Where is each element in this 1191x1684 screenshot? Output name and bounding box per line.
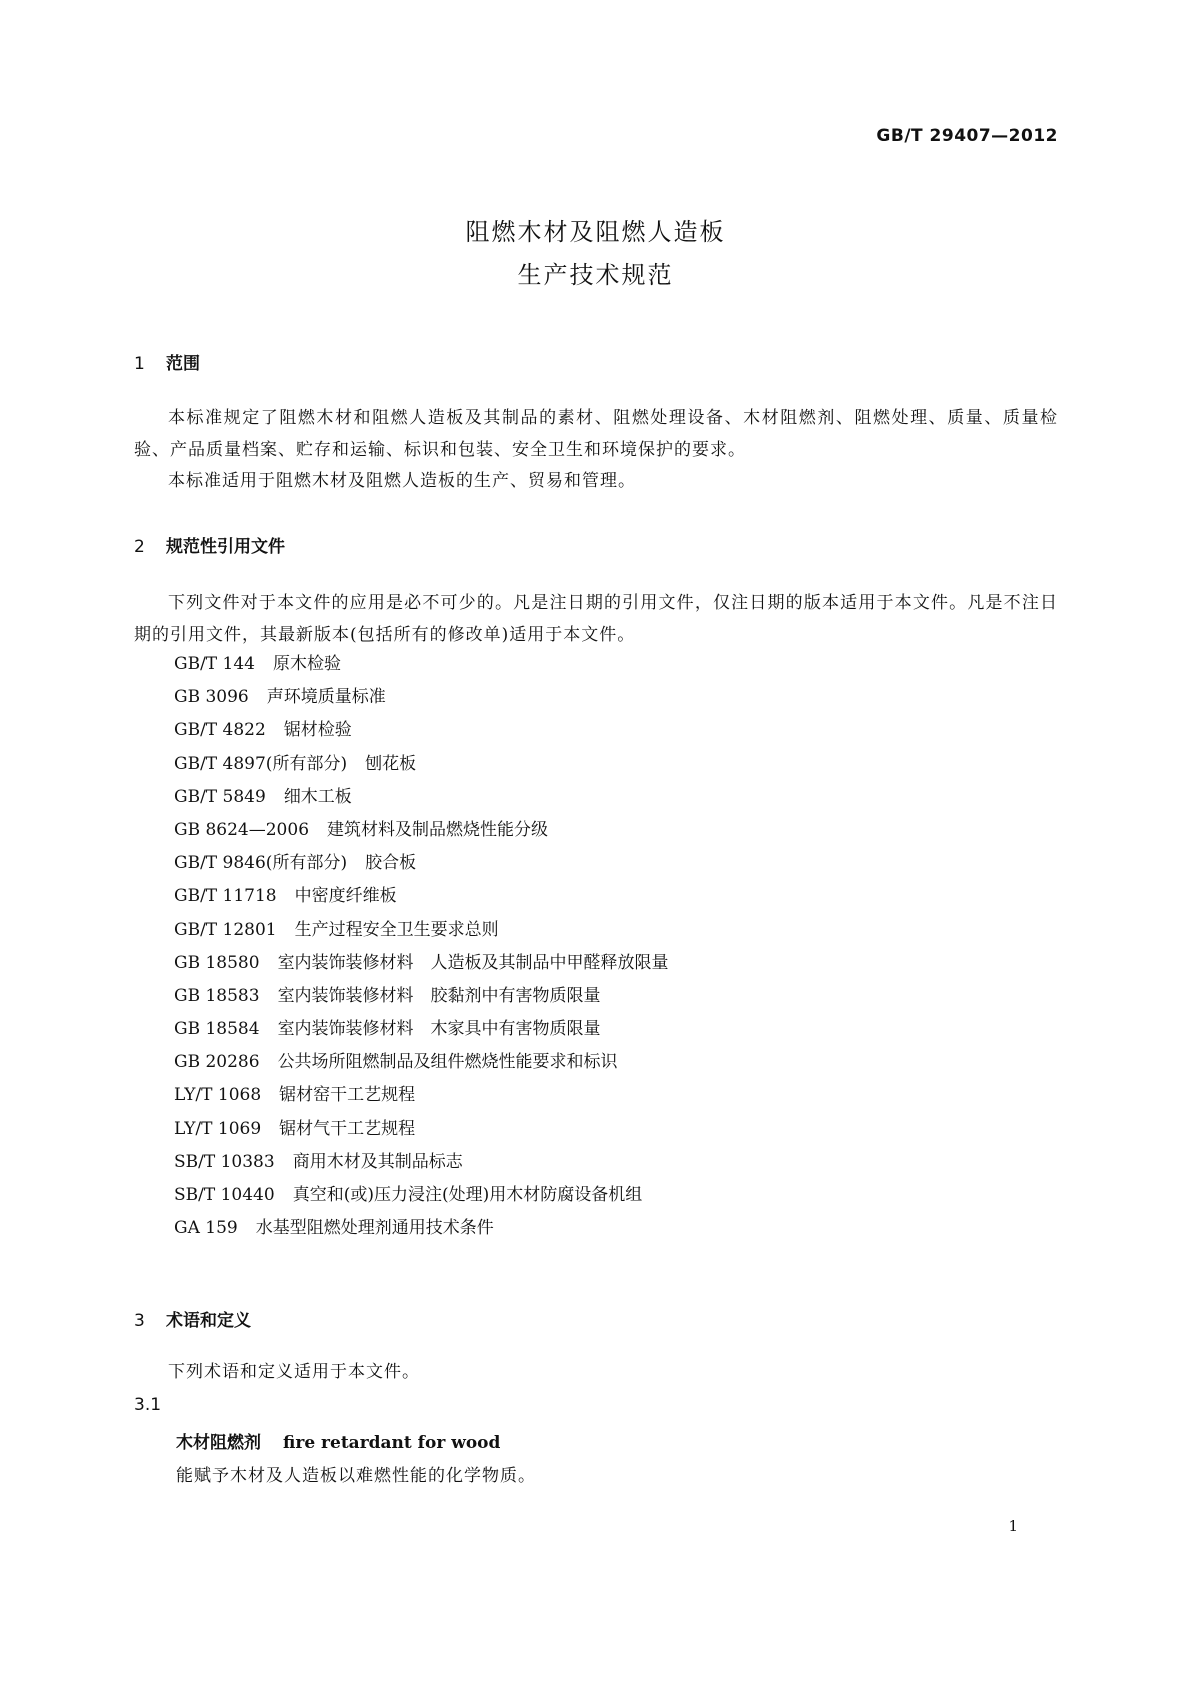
section-number: 2 <box>134 537 145 557</box>
section-3-heading <box>134 1306 251 1331</box>
reference-name: 细木工板 <box>283 786 352 807</box>
reference-name: 原木检验 <box>273 654 341 674</box>
reference-code: LY/T 1069 <box>174 1118 262 1139</box>
reference-item <box>174 748 669 781</box>
reference-item <box>174 814 669 847</box>
reference-code: GB 18584 <box>174 1019 260 1040</box>
reference-item <box>174 847 669 880</box>
reference-item <box>174 648 669 681</box>
reference-name: 生产过程安全卫生要求总则 <box>294 919 499 940</box>
term-number: 3.1 <box>134 1395 162 1415</box>
reference-code: GB/T 4897(所有部分) <box>174 753 348 774</box>
reference-item <box>174 1146 669 1179</box>
reference-item <box>174 880 669 913</box>
reference-code: GB/T 11718 <box>174 886 277 907</box>
reference-item <box>174 914 669 947</box>
section-number: 3 <box>134 1311 145 1331</box>
reference-code: GB/T 4822 <box>174 720 266 741</box>
document-title-line2: 生产技术规范 <box>517 261 674 289</box>
reference-code: LY/T 1068 <box>174 1085 262 1106</box>
reference-code: SB/T 10383 <box>174 1151 275 1172</box>
section-2-heading <box>134 532 285 557</box>
section-number: 1 <box>134 354 145 374</box>
reference-code: GB/T 12801 <box>174 919 277 940</box>
reference-name: 锯材窑干工艺规程 <box>279 1085 416 1106</box>
reference-name: 室内装饰装修材料 胶黏剂中有害物质限量 <box>277 985 601 1006</box>
reference-name: 公共场所阻燃制品及组件燃烧性能要求和标识 <box>277 1052 618 1073</box>
term-definition: 能赋予木材及人造板以难燃性能的化学物质。 <box>176 1466 536 1486</box>
reference-name: 胶合板 <box>365 853 417 874</box>
reference-name: 建筑材料及制品燃烧性能分级 <box>327 819 549 840</box>
reference-item <box>174 980 669 1013</box>
page-number: 1 <box>1008 1517 1018 1535</box>
reference-name: 声环境质量标准 <box>266 687 386 708</box>
reference-name: 锯材检验 <box>283 720 352 741</box>
reference-item <box>174 1179 669 1212</box>
reference-code: GB 3096 <box>174 687 249 708</box>
term-chinese: 木材阻燃剂 <box>176 1433 261 1453</box>
term-english: fire retardant for wood <box>283 1433 501 1453</box>
reference-code: GB/T 9846(所有部分) <box>174 853 348 874</box>
reference-name: 室内装饰装修材料 木家具中有害物质限量 <box>277 1019 601 1040</box>
reference-item <box>174 1212 669 1245</box>
reference-code: GB 18580 <box>174 952 260 973</box>
reference-code: GB/T 144 <box>174 654 255 674</box>
section-title: 术语和定义 <box>166 1311 251 1331</box>
reference-name: 室内装饰装修材料 人造板及其制品中甲醛释放限量 <box>277 952 669 973</box>
section-1-paragraph-1: 本标准规定了阻燃木材和阻燃人造板及其制品的素材、阻燃处理设备、木材阻燃剂、阻燃处理、质量、质量检验、产品质量档案、贮存和运输、标识和包装、安全卫生和环境保护的要求。 <box>134 408 1058 460</box>
reference-code: GB 20286 <box>174 1052 260 1073</box>
reference-code: GB 8624—2006 <box>174 819 310 840</box>
document-title-line1: 阻燃木材及阻燃人造板 <box>465 218 726 246</box>
section-1-paragraph-2: 本标准适用于阻燃木材及阻燃人造板的生产、贸易和管理。 <box>168 471 636 491</box>
section-title: 范围 <box>166 354 200 374</box>
reference-item <box>174 681 669 714</box>
reference-item <box>174 714 669 747</box>
reference-item <box>174 1046 669 1079</box>
section-1-heading <box>134 349 200 374</box>
reference-name: 商用木材及其制品标志 <box>292 1151 463 1172</box>
reference-name: 刨花板 <box>365 753 417 774</box>
term-heading <box>176 1428 500 1453</box>
reference-name: 水基型阻燃处理剂通用技术条件 <box>255 1218 494 1239</box>
reference-item <box>174 1079 669 1112</box>
reference-name: 锯材气干工艺规程 <box>279 1118 416 1139</box>
section-2-intro: 下列文件对于本文件的应用是必不可少的。凡是注日期的引用文件，仅注日期的版本适用于本文件。凡是不注日期的引用文件，其最新版本(包括所有的修改单)适用于本文件。 <box>134 593 1058 645</box>
reference-item <box>174 1113 669 1146</box>
reference-item <box>174 1013 669 1046</box>
standard-code: GB/T 29407—2012 <box>876 126 1058 146</box>
normative-references-list <box>174 648 669 1245</box>
section-3-intro: 下列术语和定义适用于本文件。 <box>168 1362 420 1382</box>
reference-item <box>174 781 669 814</box>
reference-name: 真空和(或)压力浸注(处理)用木材防腐设备机组 <box>292 1185 643 1205</box>
reference-code: GB/T 5849 <box>174 786 266 807</box>
section-title: 规范性引用文件 <box>166 537 285 557</box>
reference-code: GB 18583 <box>174 985 260 1006</box>
reference-code: GA 159 <box>174 1218 238 1239</box>
reference-name: 中密度纤维板 <box>294 886 397 907</box>
reference-code: SB/T 10440 <box>174 1185 275 1205</box>
reference-item <box>174 947 669 980</box>
